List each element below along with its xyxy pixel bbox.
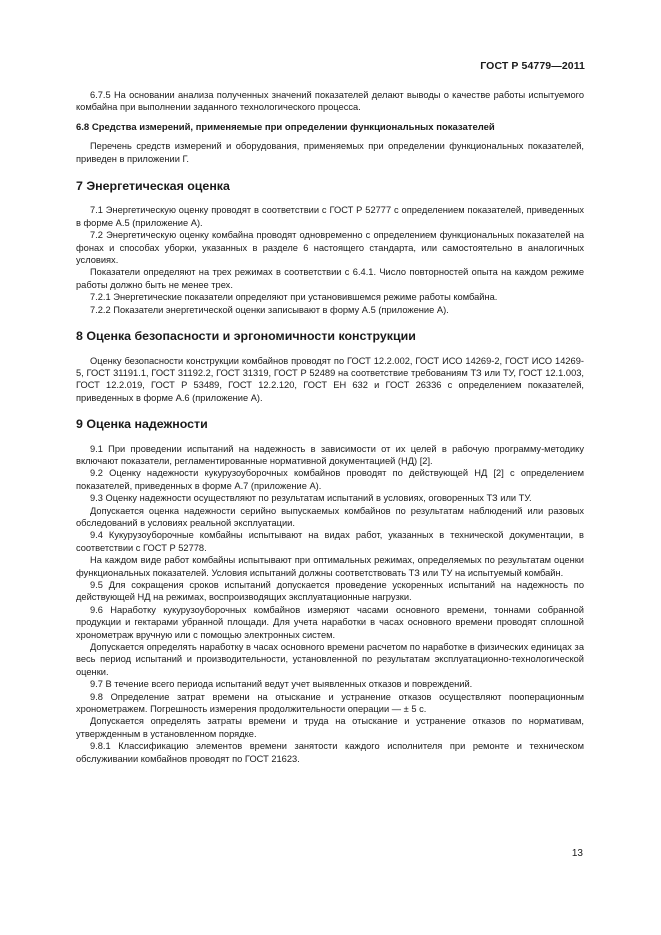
paragraph-9-3: 9.3 Оценку надежности осуществляют по результатам испытаний в условиях, оговоренных ТЗ или ТУ. xyxy=(90,493,532,504)
paragraph-9-6-note: Допускается определять наработку в часах основного времени расчетом по наработке в физических единицах за весь период испытаний и производительности, установленной по результатам эксплуатационно-технологической оценки. xyxy=(76,642,584,677)
paragraph-9-6: 9.6 Наработку кукурузоуборочных комбайнов измеряют часами основного времени, тоннами собранной продукции и гектарами убранной площади. Для учета наработки в часах основного времени проводят сплошной хронометраж вручную или с помощью электронных систем. xyxy=(76,604,584,640)
section-heading-7: 7 Энергетическая оценка xyxy=(76,179,230,194)
page-number: 13 xyxy=(571,848,583,859)
paragraph-7-1: 7.1 Энергетическую оценку проводят в соответствии с ГОСТ Р 52777 с определением показателей, приведенных в форме А.5 (приложение А). xyxy=(76,205,584,228)
paragraph-9-4-note: На каждом виде работ комбайны испытывают при оптимальных режимах, определяемых по результатам оценки функциональных показателей. Условия испытаний должны соответствовать ТЗ или ТУ на испытуемый комбайн. xyxy=(76,555,584,578)
document-header: ГОСТ Р 54779—2011 xyxy=(480,60,585,72)
paragraph-7-2-1: 7.2.1 Энергетические показатели определяют при установившемся режиме работы комбайна. xyxy=(90,292,498,303)
paragraph-8: Оценку безопасности конструкции комбайнов проводят по ГОСТ 12.2.002, ГОСТ ИСО 14269-2, ГОСТ ИСО 14269-5, ГОСТ 31191.1, ГОСТ 31192.2, ГОСТ 31319, ГОСТ Р 52489 на соответствие требованиям ТЗ или ТУ, ГОСТ 12.1.003, ГОСТ 12.2.019, ГОСТ Р 53489, ГОСТ 12.2.120, ГОСТ ЕН 632 и ГОСТ 26336 с определением показателей, приведенных в форме А.6 (приложение А). xyxy=(76,355,584,403)
paragraph-7-2-2: 7.2.2 Показатели энергетической оценки записывают в форму А.5 (приложение А). xyxy=(90,304,449,315)
paragraph-9-4: 9.4 Кукурузоуборочные комбайны испытывают на видах работ, указанных в технической документации, в соответствии с ГОСТ Р 52778. xyxy=(76,530,584,553)
section-heading-9: 9 Оценка надежности xyxy=(76,417,208,432)
paragraph-9-5: 9.5 Для сокращения сроков испытаний допускается проведение ускоренных испытаний на надежность по действующей НД на режимах, воспроизводящих эксплуатационные нагрузки. xyxy=(76,580,584,603)
paragraph-7-2: 7.2 Энергетическую оценку комбайна проводят одновременно с определением функциональных показателей на фонах и способах уборки, указанных в разделе 6 настоящего стандарта, или самостоятельно в аналогичных условиях. xyxy=(76,230,584,266)
section-heading-8: 8 Оценка безопасности и эргономичности конструкции xyxy=(76,329,416,344)
paragraph-9-1: 9.1 При проведении испытаний на надежность в зависимости от их целей в рабочую программу-методику включают показатели, регламентированные нормативной документацией (НД) [2]. xyxy=(76,443,584,466)
paragraph-9-8-1: 9.8.1 Классификацию элементов времени занятости каждого исполнителя при ремонте и техническом обслуживании комбайнов проводят по ГОСТ 21623. xyxy=(76,741,584,764)
paragraph-9-3-note: Допускается оценка надежности серийно выпускаемых комбайнов по результатам наблюдений или разовых обследований в условиях реальной эксплуатации. xyxy=(76,505,584,528)
subsection-heading-6-8: 6.8 Средства измерений, применяемые при определении функциональных показателей xyxy=(76,121,495,133)
paragraph-7-2-regimes: Показатели определяют на трех режимах в соответствии с 6.4.1. Число повторностей опыта на каждом режиме работы должно быть не менее трех. xyxy=(76,267,584,290)
paragraph-9-7: 9.7 В течение всего периода испытаний ведут учет выявленных отказов и повреждений. xyxy=(90,679,473,690)
paragraph-9-2: 9.2 Оценку надежности кукурузоуборочных комбайнов проводят по действующей НД [2] с определением показателей, приведенных в форме А.7 (приложение А). xyxy=(76,468,584,491)
paragraph-6-8: Перечень средств измерений и оборудования, применяемых при определении функциональных показателей, приведен в приложении Г. xyxy=(76,141,584,164)
document-body xyxy=(76,89,584,765)
paragraph-6-7-5: 6.7.5 На основании анализа полученных значений показателей делают выводы о качестве работы испытуемого комбайна при выполнении заданного технологического процесса. xyxy=(76,90,584,113)
paragraph-9-8: 9.8 Определение затрат времени на отыскание и устранение отказов осуществляют пооперационным хронометражем. Погрешность измерения продолжительности операции — ± 5 с. xyxy=(76,691,584,715)
paragraph-9-8-note: Допускается определять затраты времени и труда на отыскание и устранение отказов по нормативам, утвержденным в установленном порядке. xyxy=(76,716,584,739)
